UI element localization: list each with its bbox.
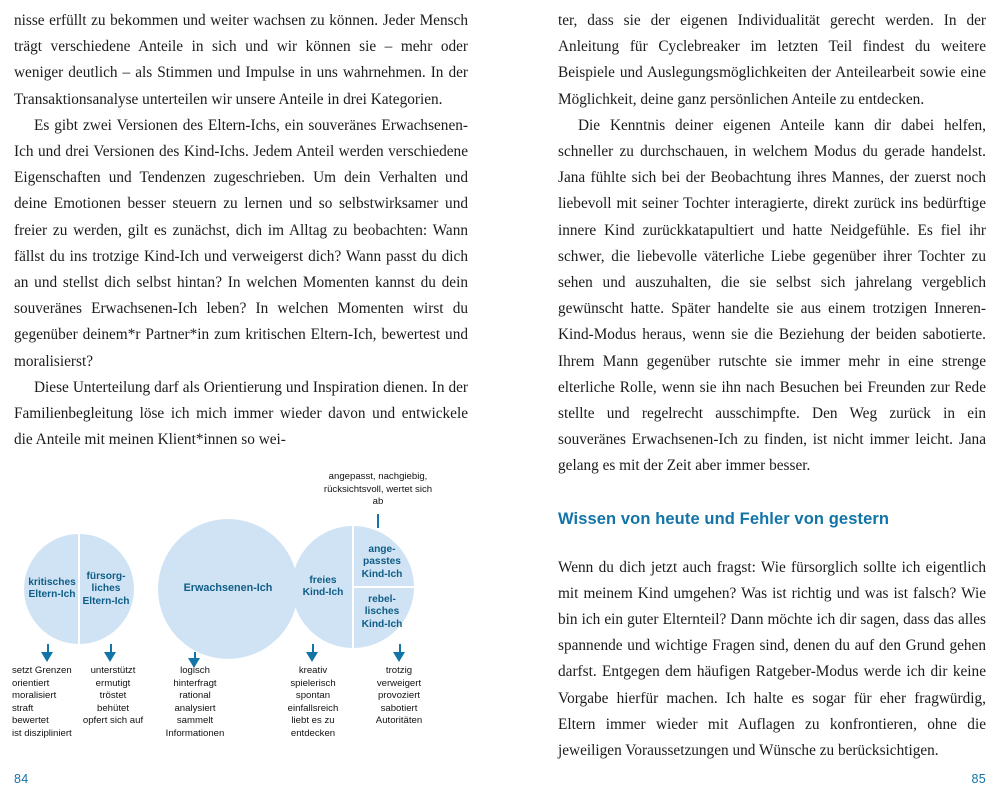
circle-erwachsenen-ich bbox=[158, 519, 298, 659]
page-number-left: 84 bbox=[14, 772, 29, 786]
figure-top-caption: angepasst, nachgiebig, rücksichtsvoll, wertet sich ab bbox=[323, 471, 433, 508]
circle-kind-ich bbox=[292, 526, 414, 648]
arrow-fuersorgliches-eltern-ich bbox=[104, 652, 116, 662]
label-kritisches-eltern-ich: kritisches Eltern-Ich bbox=[28, 577, 76, 601]
leg-kritisches-eltern-ich: setzt Grenzen orientiert moralisiert straft bewertet ist diszipliniert bbox=[12, 665, 72, 739]
anteile-diagram bbox=[0, 466, 500, 766]
label-fuersorgliches-eltern-ich: fürsorg- liches Eltern-Ich bbox=[82, 571, 130, 607]
paragraph: Diese Unterteilung darf als Orientierung und Inspiration dienen. In der Familienbegleitung löse ich mich immer wieder davon und entwickele die Anteile mit meinen Klient*innen so wei- bbox=[14, 378, 468, 449]
connector-stem-angepasst bbox=[377, 514, 379, 528]
label-freies-kind-ich: freies Kind-Ich bbox=[302, 575, 344, 599]
leg-erwachsenen-ich: logisch hinterfragt rational analysiert sammelt Informationen bbox=[165, 665, 225, 739]
label-rebellisches-kind-ich: rebel- lisches Kind-Ich bbox=[361, 594, 403, 630]
right-page bbox=[500, 0, 1000, 800]
paragraph: Die Kenntnis deiner eigenen Anteile kann dir dabei helfen, schneller zu durchschauen, in welchem Modus du gerade handelst. Jana fühlte sich bei der Beobachtung ihres Mannes, der zuerst noch liebevoll mit seiner Tochter interagierte, direkt zurück ins bedürftige innere Kind zurückkatapultiert und hatte Neidgefühle. Es fiel ihr schwer, die liebevolle väterliche Liebe gegenüber ihrer Tochter zu sehen und auszuhalten, die sie selbst sich jahrelang vergeblich gewünscht hatte. Später handelte sie aus einem trotzigen Inneren-Kind-Modus heraus, wenn sie die Beziehung der beiden sabotierte. Ihrem Mann gegenüber rutschte sie immer mehr in eine strenge elterliche Rolle, wenn sie ihn nach Besuchen bei Freunden zur Rede stellte und regelrecht ausschimpfte. Den Weg zurück in ein souveränes Erwachsenen-Ich zu finden, ist nicht immer leicht. Jana gelang es mit der Zeit aber immer besser. bbox=[558, 116, 986, 475]
arrow-rebellisches-kind-ich bbox=[393, 652, 405, 662]
circle-eltern-ich bbox=[24, 534, 134, 644]
arrow-freies-kind-ich bbox=[306, 652, 318, 662]
paragraph: nisse erfüllt zu bekommen und weiter wachsen zu können. Jeder Mensch trägt verschiedene Anteile in sich und wir können sie – mehr oder weniger deutlich – als Stimmen und Impulse in uns wahrnehmen. In der Transaktionsanalyse unterteilen wir unsere Anteile in drei Kategorien. bbox=[14, 12, 468, 108]
leg-fuersorgliches-eltern-ich: unterstützt ermutigt tröstet behütet opfert sich auf bbox=[82, 665, 144, 727]
leg-rebellisches-kind-ich: trotzig verweigert provoziert sabotiert Autoritäten bbox=[375, 665, 423, 727]
paragraph: Wenn du dich jetzt auch fragst: Wie fürsorglich sollte ich eigentlich mit meinem Kind umgehen? Was ist richtig und was ist falsch? Wie bin ich ein guter Elternteil? Dann möchte ich dir sagen, dass das alles spannende und wichtige Fragen sind, denen du auf den Grund gehen darfst. Entgegen dem häufigen Ratgeber-Modus werde ich dir keine Vorgabe hierfür machen. Ich halte es sogar für eher fragwürdig, Eltern immer wieder mit Auflagen zu konfrontieren, ohne die jeweiligen Voraussetzungen und Wünsche zu berücksichtigen. bbox=[558, 558, 986, 760]
label-angepasstes-kind-ich: ange- passtes Kind-Ich bbox=[361, 544, 403, 580]
arrow-kritisches-eltern-ich bbox=[41, 652, 53, 662]
section-heading: Wissen von heute und Fehler von gestern bbox=[558, 509, 890, 528]
label-erwachsenen-ich: Erwachsenen-Ich bbox=[183, 582, 273, 594]
leg-freies-kind-ich: kreativ spielerisch spontan einfallsreich liebt es zu entdecken bbox=[287, 665, 339, 739]
paragraph: Es gibt zwei Versionen des Eltern-Ichs, ein souveränes Erwachsenen-Ich und drei Versionen des Kind-Ichs. Jedem Anteil werden verschiedene Eigenschaften und Tendenzen zugeschrieben. Um dein Verhalten und deine Emotionen besser steuern zu lernen und so selbstwirksamer und freier zu werden, gilt es zunächst, dich im Alltag zu beobachten: Wann fällst du ins trotzige Kind-Ich und verweigerst dich? Wann passt du dich an und stellst dich selbst hintan? In welchen Momenten kannst du dein souveränes Erwachsenen-Ich leben? In welchen Momenten wirst du gegenüber deinem*r Partner*in zum kritischen Eltern-Ich, bewertest und moralisierst? bbox=[14, 116, 468, 370]
circle-divider bbox=[78, 534, 80, 644]
paragraph: ter, dass sie der eigenen Individualität gerecht werden. In der Anleitung für Cyclebreaker im letzten Teil findest du weitere Beispiele und Auslegungsmöglichkeiten der Anteilearbeit sowie eine Möglichkeit, deine ganz persönlichen Anteile zu entdecken. bbox=[558, 12, 986, 108]
circle-divider-horizontal bbox=[353, 586, 414, 588]
page-number-right: 85 bbox=[971, 772, 986, 786]
